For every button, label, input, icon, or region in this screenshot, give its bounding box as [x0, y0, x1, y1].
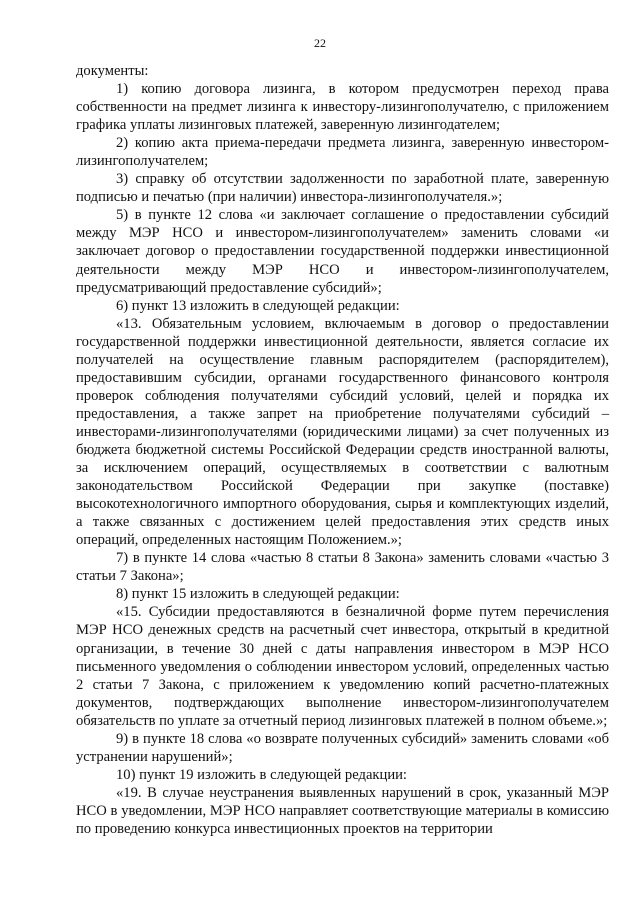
amendment-10: 10) пункт 19 изложить в следующей редакции:: [116, 766, 407, 783]
clause-13: «13. Обязательным условием, включаемым в договор о предоставлении государственной поддержки инвестиционной деятельности, является согласие их получателей на осуществление главным распорядителем (распорядителем), предоставившим субсидии, органами государственного финансового контроля проверок соблюдения получателями субсидий условий, целей и порядка их предоставления, а также запрет на приобретение получателями субсидий – инвесторами-лизингополучателями (юридическими лицами) за счет полученных из бюджета бюджетной системы Российской Федерации средств иностранной валюты, за исключением операций, осуществляемых в соответствии с валютным законодательством Российской Федерации при закупке (поставке) высокотехнологичного импортного оборудования, сырья и комплектующих изделий, а также связанных с достижением целей предоставления этих средств иных операций, определенных настоящим Положением.»;: [76, 315, 609, 549]
page-number: 22: [314, 36, 326, 50]
document-body: [76, 62, 609, 838]
amendment-6: 6) пункт 13 изложить в следующей редакции:: [116, 297, 400, 314]
amendment-7: 7) в пункте 14 слова «частью 8 статьи 8 Закона» заменить словами «частью 3 статьи 7 Закона»;: [76, 550, 609, 585]
amendment-5: 5) в пункте 12 слова «и заключает соглашение о предоставлении субсидий между МЭР НСО и инвестором-лизингополучателем» заменить словами «и заключает договор о предоставлении государственной поддержки инвестиционной деятельности между МЭР НСО и инвестором-лизингополучателем, предусматривающий предоставление субсидий»;: [76, 207, 609, 296]
clause-15: «15. Субсидии предоставляются в безналичной форме путем перечисления МЭР НСО денежных средств на расчетный счет инвестора, открытый в кредитной организации, в течение 30 дней с даты направления инвестором в МЭР НСО письменного уведомления о соблюдении инвестором условий, определенных частью 2 статьи 7 Закона, с приложением к уведомлению копий расчетно-платежных документов, подтверждающих выполнение инвестором-лизингополучателем обязательств по уплате за отчетный период лизинговых платежей в полном объеме.»;: [76, 604, 609, 729]
clause-19: «19. В случае неустранения выявленных нарушений в срок, указанный МЭР НСО в уведомлении, МЭР НСО направляет соответствующие материалы в комиссию по проведению конкурса инвестиционных проектов на территории: [76, 784, 609, 837]
list-item-1: 1) копию договора лизинга, в котором предусмотрен переход права собственности на предмет лизинга к инвестору-лизингополучателю, с приложением графика уплаты лизинговых платежей, заверенную лизингодателем;: [76, 81, 609, 134]
amendment-9: 9) в пункте 18 слова «о возврате полученных субсидий» заменить словами «об устранении нарушений»;: [76, 730, 609, 765]
paragraph-intro: документы:: [76, 63, 149, 79]
amendment-8: 8) пункт 15 изложить в следующей редакции:: [116, 586, 400, 603]
list-item-3: 3) справку об отсутствии задолженности по заработной плате, заверенную подписью и печатью (при наличии) инвестора-лизингополучателя.»;: [76, 171, 609, 206]
list-item-2: 2) копию акта приема-передачи предмета лизинга, заверенную инвестором-лизингополучателем;: [76, 135, 609, 170]
